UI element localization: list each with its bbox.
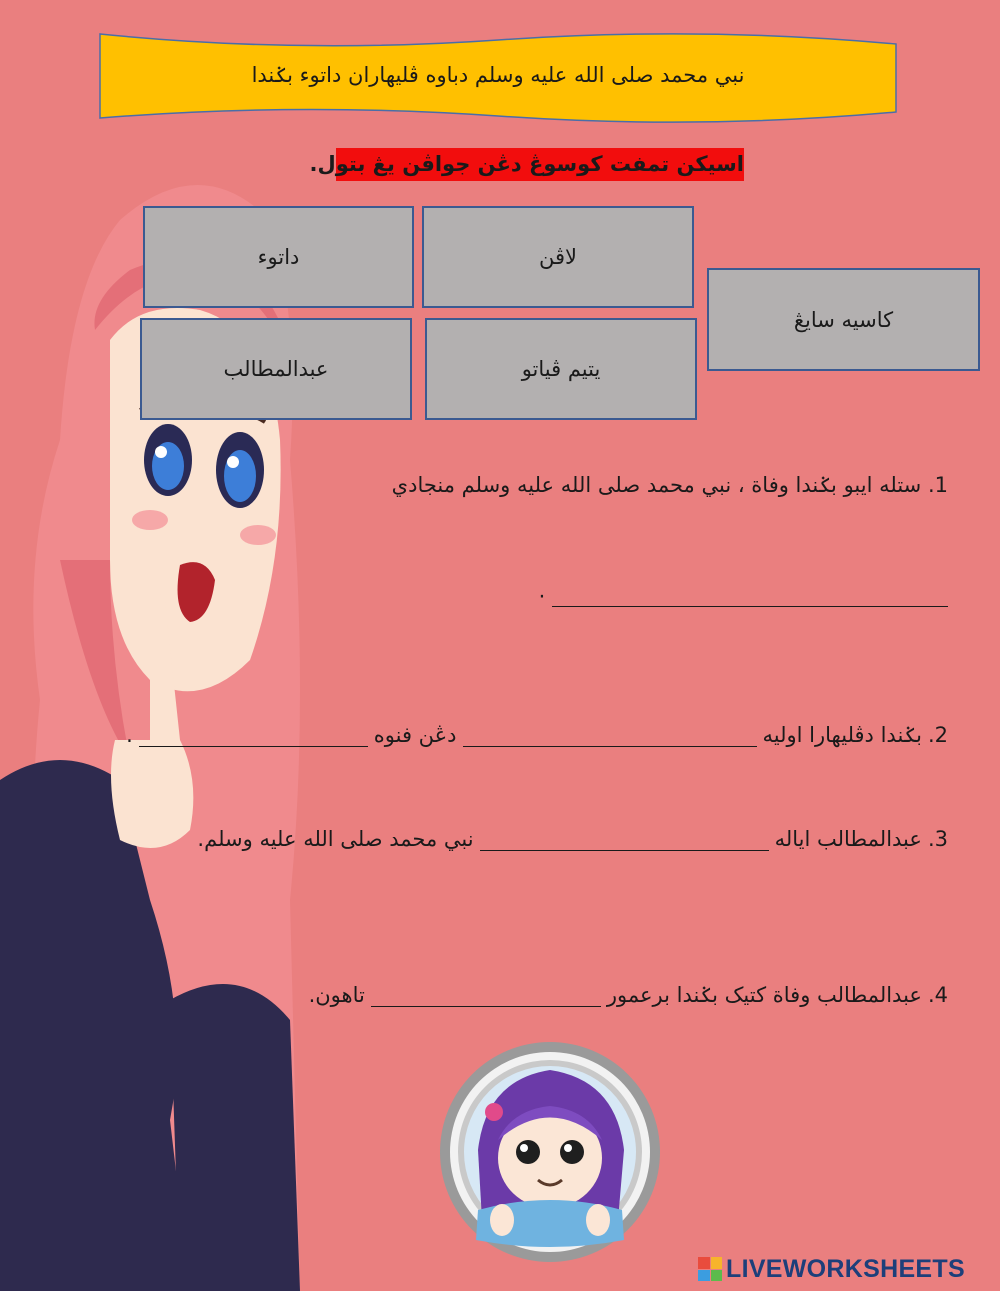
word-option-abdul-mutalib[interactable]: عبدالمطالب: [140, 318, 412, 420]
question-number: 3.: [927, 827, 948, 851]
question-4: [309, 978, 948, 1007]
question-number: 1.: [927, 473, 948, 497]
word-option-kasih-sayang[interactable]: کاسيه سايڠ: [707, 268, 980, 371]
liveworksheets-cube-icon: [698, 1257, 722, 1281]
question-2: [126, 718, 948, 747]
answer-input-3[interactable]: [480, 822, 769, 851]
title-banner: [98, 30, 898, 125]
instruction-text: اسيکن تمفت کوسوڠ دڠن جواڤن يڠ بتول.: [336, 148, 744, 181]
liveworksheets-logo: [698, 1253, 965, 1285]
girl-badge-image: [438, 1040, 662, 1264]
answer-input-1[interactable]: [552, 578, 948, 607]
question-number: 2.: [927, 723, 948, 747]
word-option-lain[interactable]: لاڤن: [422, 206, 694, 308]
answer-input-2b[interactable]: [139, 718, 368, 747]
answer-input-2a[interactable]: [463, 718, 757, 747]
question-text: عبدالمطالب وفاة کتيک بݢندا برعمور: [606, 983, 922, 1007]
brand-name: LIVEWORKSHEETS: [726, 1254, 965, 1283]
question-text: تاهون.: [308, 983, 365, 1007]
question-punctuation: .: [538, 578, 546, 603]
question-3: [197, 822, 948, 851]
girl-illustration: [0, 140, 330, 1291]
question-text: ستله ايبو بݢندا وفاة ، نبي محمد صلى الله عليه وسلم منجادي: [391, 473, 922, 497]
question-number: 4.: [927, 983, 948, 1007]
question-punctuation: .: [126, 723, 133, 747]
question-text: بݢندا دڤليهارا اوليه: [762, 723, 922, 747]
word-option-yatim-piatu[interactable]: يتيم ڤياتو: [425, 318, 697, 420]
page-title: نبي محمد صلى الله عليه وسلم دباوه ڤليهاران داتوء بݢندا: [251, 63, 745, 87]
question-text: نبي محمد صلى الله عليه وسلم.: [197, 827, 474, 851]
question-text: عبدالمطالب اياله: [774, 827, 922, 851]
answer-input-4[interactable]: [371, 978, 601, 1007]
question-1: [392, 473, 948, 497]
word-option-datuk[interactable]: داتوء: [143, 206, 414, 308]
question-1-answer-row: [539, 578, 948, 607]
question-text: دڠن فنوه: [373, 723, 457, 747]
